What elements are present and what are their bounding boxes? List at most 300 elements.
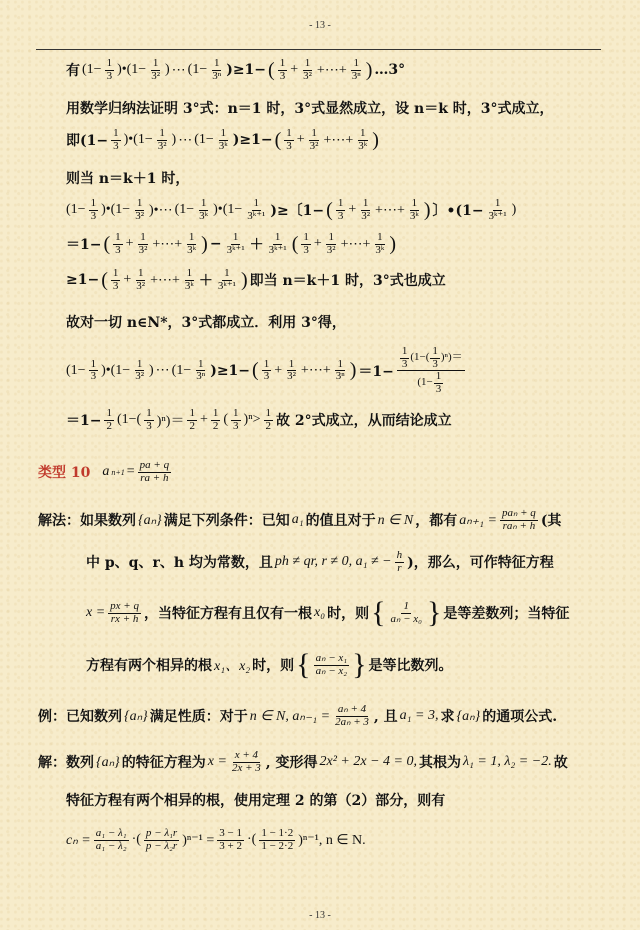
fraction — [211, 408, 221, 432]
fraction — [336, 198, 346, 222]
math-text: )•(1− — [117, 62, 147, 78]
fraction-denominator: raₙ + h — [502, 519, 536, 532]
fraction — [264, 408, 274, 432]
math-text: x₀ — [313, 605, 326, 620]
math-text: )•⋯ — [149, 202, 173, 218]
fraction — [500, 508, 538, 532]
fraction-denominator: 3ᵏ — [187, 243, 197, 256]
fraction-denominator — [415, 371, 446, 395]
solution-line-2 — [86, 550, 554, 574]
fraction — [231, 408, 241, 432]
math-text: (1− — [174, 202, 195, 218]
fraction-numerator: 1 — [159, 127, 165, 139]
math-text: (1− — [66, 362, 86, 378]
math-text: + — [125, 236, 134, 252]
fraction — [230, 750, 263, 774]
fraction-numerator: h — [396, 549, 403, 561]
fraction-numerator: 1 — [337, 357, 343, 370]
math-text: ( — [274, 128, 282, 151]
math-text: λ₁ = 1, λ₂ = −2. — [462, 754, 552, 770]
math-text: 2x² + 2x − 4 = 0, — [319, 754, 417, 770]
fraction-numerator: x + 4 — [234, 749, 259, 761]
fraction-numerator: 1 — [152, 57, 159, 69]
fraction — [89, 198, 99, 222]
math-text: cₙ = — [66, 832, 91, 848]
math-text: ，当特征方程有且仅有一根 — [143, 606, 312, 622]
header-rule — [36, 49, 601, 50]
fraction-denominator: 3ᵏ⁺¹ — [217, 279, 236, 292]
fraction-numerator: 1 — [403, 599, 409, 612]
math-text: (1− — [417, 376, 433, 389]
fraction-numerator: aₙ + 4 — [337, 703, 367, 715]
math-text: 方程有两个相异的根 — [86, 658, 212, 674]
math-text: ) — [423, 198, 431, 221]
math-text: (1−( — [116, 412, 142, 428]
fraction-denominator: 3ᵏ⁺¹ — [247, 209, 266, 222]
math-text: )ⁿ⁻¹, n ∈ N. — [298, 832, 366, 848]
math-text: ·( — [247, 832, 257, 848]
text-line-8: 故对一切 n∈N*，3°式都成立．利用 3°得， — [66, 315, 346, 331]
math-text: )•(1− — [213, 202, 243, 218]
math-text: ) — [201, 232, 208, 255]
math-text: )≥〔1− — [270, 203, 325, 220]
fraction-numerator: 1 — [265, 407, 271, 419]
fraction-numerator: 1 — [90, 197, 97, 209]
fraction-denominator: 3 — [263, 370, 270, 383]
math-text: } — [352, 648, 367, 681]
fraction — [113, 232, 123, 256]
math-text: { — [296, 648, 311, 681]
math-text: +⋯+ — [150, 272, 180, 288]
fraction — [308, 128, 321, 152]
fraction-denominator: 3ᵏ — [409, 209, 419, 222]
fraction — [149, 58, 162, 82]
fraction-denominator: p − λ₂r — [145, 839, 178, 852]
math-text: +⋯+ — [300, 363, 331, 379]
math-text: (1− — [187, 62, 208, 78]
math-text: 解法：如果数列 — [38, 513, 136, 530]
fraction — [245, 198, 267, 222]
fraction-numerator: aₙ − x₁ — [315, 651, 348, 664]
fraction-numerator: 1 — [186, 267, 193, 279]
math-text: 即当 n＝k＋1 时，3°式也成立 — [249, 273, 446, 290]
fraction — [144, 828, 179, 852]
math-text: ( — [268, 58, 275, 81]
math-text: )ⁿ)＝ — [440, 351, 463, 364]
math-text: +⋯+ — [323, 132, 354, 148]
math-text: 的通项公式. — [482, 709, 558, 726]
math-text: ⋯ — [171, 62, 186, 78]
fraction-denominator: 3² — [326, 243, 336, 256]
equation-line-3 — [66, 128, 379, 152]
math-text: 求 — [440, 709, 455, 726]
fraction-denominator: 3ᵏ — [199, 209, 209, 222]
fraction-numerator: 1 — [353, 57, 359, 69]
fraction — [356, 128, 369, 152]
math-text: ，都有 — [415, 513, 458, 530]
math-text: ) — [389, 232, 397, 255]
math-text: 即(1− — [66, 133, 109, 150]
fraction-denominator: 3ᵏ — [184, 279, 194, 292]
fraction — [430, 346, 440, 370]
math-text: n+1 — [111, 467, 125, 477]
fraction-numerator: 1 — [286, 127, 292, 139]
fraction — [133, 198, 146, 222]
fraction-denominator: 2aₙ + 3 — [335, 715, 369, 728]
fraction-denominator: 3ⁿ — [196, 370, 206, 383]
fraction-denominator: 3 — [435, 382, 442, 395]
equation-line-5 — [66, 198, 516, 222]
fraction — [395, 550, 405, 574]
fraction-denominator: 3 — [90, 209, 97, 222]
answer-line-1 — [38, 750, 568, 774]
fraction-denominator: 3 — [115, 243, 121, 256]
fraction — [284, 128, 294, 152]
fraction-numerator: 1 — [106, 57, 113, 69]
fraction-denominator: 3² — [309, 139, 319, 152]
math-text: )•(1− — [101, 202, 131, 218]
math-text: 时，则 — [252, 658, 295, 674]
fraction-numerator: 1 — [435, 370, 442, 383]
fraction-denominator: 3 — [233, 419, 239, 432]
math-text: )，那么，可作特征方程 — [407, 555, 554, 572]
fraction-numerator: 1 — [136, 197, 143, 209]
math-text: ＋ — [198, 273, 213, 290]
fraction-numerator: 1 — [432, 345, 438, 357]
math-text: ) — [511, 202, 517, 218]
fraction-denominator: 3² — [136, 279, 146, 292]
fraction-denominator: 3² — [361, 209, 371, 222]
math-text: + — [296, 132, 305, 148]
fraction-denominator: a₁ − λ₂ — [95, 839, 127, 852]
math-text: ( — [252, 359, 259, 382]
math-text: 故 2°式成立，从而结论成立 — [276, 413, 452, 430]
fraction-numerator: px + q — [110, 599, 139, 612]
equation-line-1 — [66, 58, 405, 82]
answer-line-2: 特征方程有两个相异的根，使用定理 2 的第（2）部分，则有 — [66, 793, 446, 809]
math-text: ≥1− — [66, 272, 100, 289]
fraction-denominator: 3² — [135, 209, 144, 222]
fraction — [434, 371, 444, 395]
fraction-numerator: a₁ − λ₁ — [95, 827, 127, 839]
example-line — [38, 704, 557, 728]
fraction — [156, 128, 169, 152]
fraction — [325, 232, 338, 256]
math-text: ＋ — [249, 237, 264, 254]
fraction — [108, 601, 141, 625]
math-text: ) — [349, 359, 357, 382]
page-number-bottom: - 13 - — [309, 910, 331, 921]
math-text: 其根为 — [418, 755, 461, 772]
fraction-numerator: 1 — [253, 197, 260, 209]
math-text: ph ≠ qr, r ≠ 0, a₁ ≠ − — [274, 554, 392, 570]
fraction-denominator: 3² — [303, 69, 312, 82]
math-text: 满足性质：对于 — [149, 709, 248, 726]
math-text: ( — [223, 412, 229, 428]
math-text: )•(1− — [101, 362, 131, 378]
math-text: aₙ₊₁ = — [459, 512, 497, 528]
math-text: (1− — [171, 362, 192, 378]
equation-line-10 — [66, 408, 452, 432]
math-text: ) — [240, 268, 248, 291]
fraction-denominator: 3² — [135, 370, 144, 383]
math-text: +⋯+ — [340, 236, 371, 252]
math-text: − — [209, 236, 222, 253]
math-text: ·( — [131, 832, 141, 848]
fraction — [359, 198, 372, 222]
math-text: 〕•(1− — [432, 203, 484, 220]
fraction-denominator: 3ᵏ⁺¹ — [488, 209, 507, 222]
math-text: 满足下列条件：已知 — [163, 513, 290, 530]
page-number-top: - 13 - — [309, 20, 331, 31]
math-text: + — [123, 272, 132, 288]
text-line-2: 用数学归纳法证明 3°式：n＝1 时，3°式显然成立，设 n＝k 时，3°式成立， — [66, 101, 554, 117]
fraction — [487, 198, 509, 222]
math-text: ⋯ — [155, 363, 170, 379]
fraction-numerator: 1 — [146, 407, 152, 419]
fraction — [314, 653, 350, 677]
math-text: )ⁿ> — [243, 412, 261, 428]
math-text: 的特征方程为 — [121, 755, 206, 772]
math-text: + — [274, 362, 283, 378]
fraction-denominator: 3² — [157, 139, 167, 152]
fraction-numerator: 1 — [233, 407, 239, 419]
fraction-denominator: 3 — [401, 357, 408, 370]
solution-line-4 — [86, 648, 453, 682]
fraction-numerator: 1 — [136, 357, 143, 370]
math-text: (1−( — [410, 351, 430, 364]
math-text: {aₙ} — [138, 512, 162, 528]
math-text: {aₙ} — [124, 708, 148, 724]
math-text: { — [371, 596, 386, 629]
fraction-numerator: 1 — [362, 197, 369, 209]
fraction-numerator: 1 — [90, 357, 97, 370]
math-text: (其 — [540, 513, 562, 530]
equation-line-7 — [66, 268, 446, 292]
math-text: } — [427, 596, 442, 629]
math-text: +⋯+ — [316, 62, 347, 78]
math-text: 的值且对于 — [305, 513, 376, 530]
fraction-numerator — [397, 346, 465, 371]
math-text: ( — [326, 198, 333, 221]
math-text: + — [313, 236, 322, 252]
math-text: (1− — [194, 132, 214, 148]
math-text: ) — [149, 362, 154, 378]
fraction — [89, 359, 99, 383]
fraction — [373, 232, 386, 256]
fraction — [285, 359, 298, 383]
type-10-heading — [38, 460, 172, 484]
fraction-denominator: 3ᵏ — [375, 243, 385, 256]
fraction-denominator: 3ⁿ — [351, 69, 361, 82]
math-text: )ⁿ⁻¹ = — [182, 832, 215, 848]
math-text: …3° — [374, 62, 406, 79]
fraction-denominator: 3 — [432, 357, 438, 370]
math-text: (1− — [66, 202, 86, 218]
fraction-numerator: 1 — [263, 357, 270, 370]
fraction-denominator: 3 — [146, 419, 152, 432]
math-text: ( — [101, 268, 108, 291]
math-text: )≥1− — [232, 132, 273, 149]
fraction-numerator: 1 — [197, 357, 204, 370]
math-text: ＝1− — [66, 413, 102, 430]
fraction-numerator: 1 — [288, 357, 295, 370]
fraction-denominator: 3 — [113, 139, 119, 152]
fraction-numerator: 1 — [189, 407, 195, 419]
math-text: ( — [291, 232, 299, 255]
fraction-denominator: 2 — [212, 419, 219, 432]
fraction-numerator: 1 — [220, 127, 227, 139]
fraction — [216, 268, 238, 292]
fraction-denominator: r — [397, 561, 402, 574]
math-text: )ⁿ)＝ — [156, 414, 185, 430]
math-text: +⋯+ — [375, 202, 405, 218]
math-text: ) — [165, 62, 170, 78]
fraction — [408, 198, 421, 222]
fraction — [301, 232, 311, 256]
math-text: ) — [365, 58, 373, 81]
fraction-numerator: 1 — [212, 407, 219, 419]
math-text: 时，则 — [327, 606, 370, 622]
fraction — [210, 58, 223, 82]
math-text: 是等比数列。 — [368, 658, 453, 674]
math-text: ( — [103, 232, 111, 255]
math-text: ＝1− — [66, 237, 102, 254]
fraction-numerator: 1 — [311, 127, 317, 139]
fraction — [111, 268, 121, 292]
fraction-denominator: 2 — [265, 419, 271, 432]
math-text: a₁ — [291, 512, 304, 528]
fraction-numerator: 1 — [304, 57, 311, 69]
math-text: n ∈ N, aₙ₋₁ = — [249, 708, 331, 724]
fraction-numerator: 1 — [303, 231, 309, 243]
equation-line-9 — [66, 346, 466, 395]
fraction — [400, 346, 410, 370]
fraction-denominator: 3ᵏ⁺¹ — [226, 243, 245, 256]
math-text: a₁ = 3, — [399, 708, 439, 724]
text-line-4: 则当 n＝k＋1 时， — [66, 171, 190, 187]
solution-line-1 — [38, 508, 561, 532]
fraction-denominator: 3 — [106, 69, 113, 82]
fraction-numerator: 1 — [112, 267, 119, 279]
math-text: ＝1− — [358, 363, 394, 380]
math-text: 是等差数列；当特征 — [443, 606, 570, 622]
fraction-denominator: ra + h — [140, 471, 169, 484]
math-text: {aₙ} — [96, 754, 120, 770]
fraction-denominator: 3 + 2 — [219, 839, 242, 852]
fraction-denominator: 3² — [151, 69, 160, 82]
answer-line-3 — [66, 828, 366, 852]
fraction-numerator: 1 — [224, 267, 230, 279]
fraction-numerator: paₙ + q — [502, 507, 536, 519]
math-text: {aₙ} — [456, 708, 481, 724]
fraction-denominator: 3ⁿ — [212, 69, 222, 82]
fraction-denominator: 1 − 2·2 — [261, 839, 294, 852]
fraction — [94, 828, 129, 852]
fraction-numerator: 1 — [200, 197, 207, 209]
fraction-numerator: 1 — [115, 231, 121, 243]
fraction-numerator: 1 − 1·2 — [261, 827, 294, 839]
math-text: + — [199, 412, 208, 428]
fraction-numerator: 1 — [137, 267, 144, 279]
fraction-numerator: 1 — [274, 231, 281, 243]
fraction-numerator: 1 — [140, 231, 146, 243]
math-text: ⋯ — [178, 132, 193, 148]
fraction-numerator: 1 — [188, 231, 195, 243]
fraction-numerator: 1 — [494, 197, 501, 209]
math-text: + — [348, 202, 357, 218]
fraction — [185, 232, 198, 256]
fraction-denominator: 2 — [106, 419, 112, 432]
fraction — [144, 408, 154, 432]
fraction-denominator: 2 — [189, 419, 195, 432]
math-text: = — [126, 464, 135, 480]
fraction — [138, 460, 171, 484]
fraction-denominator: 3 — [286, 139, 292, 152]
fraction — [217, 828, 244, 852]
fraction — [334, 359, 347, 383]
fraction — [134, 268, 147, 292]
fraction — [350, 58, 363, 82]
fraction-numerator: pa + q — [139, 459, 170, 471]
math-text: (1− — [82, 62, 102, 78]
math-text: )•(1− — [123, 132, 153, 148]
math-text: n ∈ N — [377, 512, 414, 528]
fraction — [183, 268, 196, 292]
fraction — [267, 232, 289, 256]
fraction-denominator: 3ⁿ — [335, 370, 345, 383]
fraction — [104, 408, 114, 432]
fraction-denominator: aₙ − x₀ — [390, 612, 422, 625]
fraction — [225, 232, 247, 256]
fraction-numerator: 1 — [337, 197, 344, 209]
fraction-numerator: 1 — [328, 231, 334, 243]
fraction-denominator: 3 — [112, 279, 119, 292]
fraction-denominator: 3 — [90, 370, 97, 383]
fraction — [105, 58, 115, 82]
fraction-numerator: 1 — [106, 407, 112, 419]
math-text: )≥1− — [210, 362, 251, 379]
fraction-denominator: 3ᵏ — [218, 139, 228, 152]
math-text: , 变形得 — [265, 755, 318, 772]
fraction-numerator: 1 — [401, 345, 408, 357]
math-text: x₁、x₂ — [214, 659, 251, 674]
math-text: x = — [207, 754, 227, 770]
solution-line-3 — [86, 596, 569, 630]
fraction-denominator: rx + h — [110, 612, 139, 625]
fraction — [111, 128, 121, 152]
fraction — [194, 359, 207, 383]
fraction-denominator: 3 — [303, 243, 309, 256]
math-text: , 且 — [373, 709, 398, 726]
fraction-numerator: 1 — [411, 197, 418, 209]
math-text: + — [290, 62, 299, 78]
fraction-denominator: aₙ − x₂ — [315, 664, 348, 677]
fraction — [259, 828, 295, 852]
fraction-denominator: 3ᵏ⁺¹ — [268, 243, 287, 256]
fraction-numerator: p − λ₁r — [145, 827, 178, 839]
fraction-denominator: 3² — [138, 243, 148, 256]
fraction-denominator: 3ᵏ — [358, 139, 368, 152]
fraction-numerator: 1 — [377, 231, 383, 243]
fraction — [333, 704, 371, 728]
fraction — [217, 128, 230, 152]
fraction-numerator: 3 − 1 — [219, 827, 242, 839]
fraction-numerator: 1 — [279, 57, 286, 69]
type-10-label: 类型 10 — [38, 465, 91, 482]
fraction — [397, 346, 465, 395]
math-text: ) — [171, 132, 177, 148]
